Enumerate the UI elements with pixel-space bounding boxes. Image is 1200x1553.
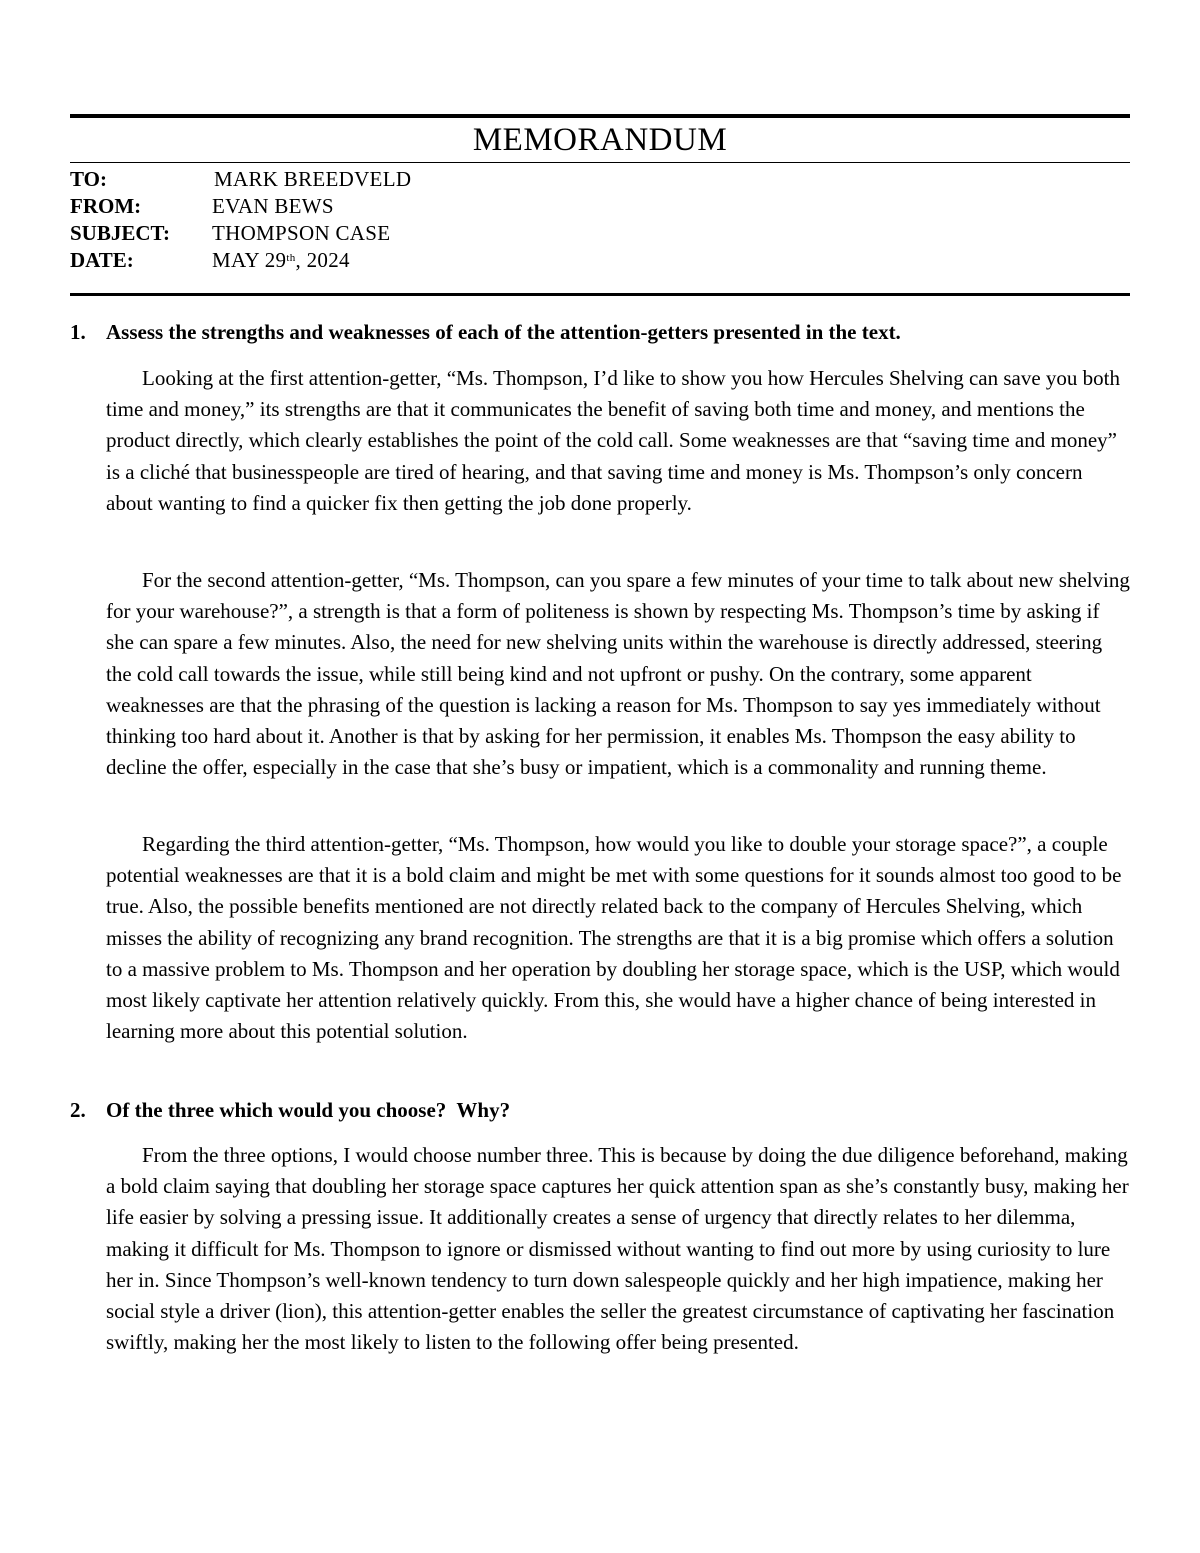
to-label: TO: bbox=[70, 167, 107, 191]
question-1-text: Assess the strengths and weaknesses of each of the attention-getters presented in the text. bbox=[106, 320, 901, 344]
question-2-heading bbox=[70, 1096, 511, 1124]
title-underline-rule bbox=[70, 162, 1130, 163]
subject-value: THOMPSON CASE bbox=[212, 221, 391, 245]
date-row bbox=[70, 247, 1130, 274]
question-1-number: 1. bbox=[70, 320, 86, 344]
question-2-text: Of the three which would you choose? Why? bbox=[106, 1098, 511, 1122]
question-2-paragraph-1: From the three options, I would choose number three. This is because by doing the due diligence beforehand, making a bold claim saying that doubling her storage space captures her quick attention span as she’s constantly busy, making her life easier by solving a pressing issue. It additionally creates a sense of urgency that directly relates to her dilemma, making it difficult for Ms. Thompson to ignore or dismissed without wanting to find out more by using curiosity to lure her in. Since Thompson’s well-known tendency to turn down salespeople quickly and her high impatience, making her social style a driver (lion), this attention-getter enables the seller the greatest circumstance of captivating her fascination swiftly, making her the most likely to listen to the following offer being presented. bbox=[106, 1143, 1129, 1355]
question-1-paragraph-3: Regarding the third attention-getter, “Ms. Thompson, how would you like to double your storage space?”, a couple potential weaknesses are that it is a bold claim and might be met with some questions for it sounds almost too good to be true. Also, the possible benefits mentioned are not directly related back to the company of Hercules Shelving, which misses the ability of recognizing any brand recognition. The strengths are that it is a big promise which offers a solution to a massive problem to Ms. Thompson and her operation by doubling her storage space, which is the USP, which would most likely captivate her attention relatively quickly. From this, she would have a higher chance of being interested in learning more about this potential solution. bbox=[106, 832, 1122, 1044]
date-value bbox=[212, 247, 350, 274]
date-year: , 2024 bbox=[295, 248, 350, 272]
memo-title: MEMORANDUM bbox=[472, 122, 728, 158]
question-2-number: 2. bbox=[70, 1098, 86, 1122]
from-row bbox=[70, 193, 1130, 220]
to-row bbox=[70, 166, 1130, 193]
top-thick-rule bbox=[70, 114, 1130, 118]
to-value: MARK BREEDVELD bbox=[214, 167, 412, 191]
header-bottom-rule bbox=[70, 293, 1130, 296]
subject-row bbox=[70, 220, 1130, 247]
question-1-heading bbox=[70, 318, 901, 346]
date-ordinal-suffix: th bbox=[286, 252, 296, 264]
date-label: DATE: bbox=[70, 248, 134, 272]
question-1-paragraph-1: Looking at the first attention-getter, “Ms. Thompson, I’d like to show you how Hercules Shelving can save you both time and money,” its strengths are that it communicates the benefit of saving both time and money, and mentions the product directly, which clearly establishes the point of the cold call. Some weaknesses are that “saving time and money” is a cliché that businesspeople are tired of hearing, and that saving time and money is Ms. Thompson’s only concern about wanting to find a quicker fix then getting the job done properly. bbox=[106, 366, 1121, 515]
date-month-day: MAY 29 bbox=[212, 248, 287, 272]
from-label: FROM: bbox=[70, 194, 142, 218]
from-value: EVAN BEWS bbox=[212, 194, 334, 218]
question-1-paragraph-2: For the second attention-getter, “Ms. Thompson, can you spare a few minutes of your time to talk about new shelving for your warehouse?”, a strength is that a form of politeness is shown by respecting Ms. Thompson’s time by asking if she can spare a few minutes. Also, the need for new shelving units within the warehouse is directly addressed, steering the cold call towards the issue, while still being kind and not upfront or pushy. On the contrary, some apparent weaknesses are that the phrasing of the question is lacking a reason for Ms. Thompson to say yes immediately without thinking too hard about it. Another is that by asking for her permission, it enables Ms. Thompson the easy ability to decline the offer, especially in the case that she’s busy or impatient, which is a commonality and running theme. bbox=[106, 568, 1130, 780]
subject-label: SUBJECT: bbox=[70, 221, 170, 245]
